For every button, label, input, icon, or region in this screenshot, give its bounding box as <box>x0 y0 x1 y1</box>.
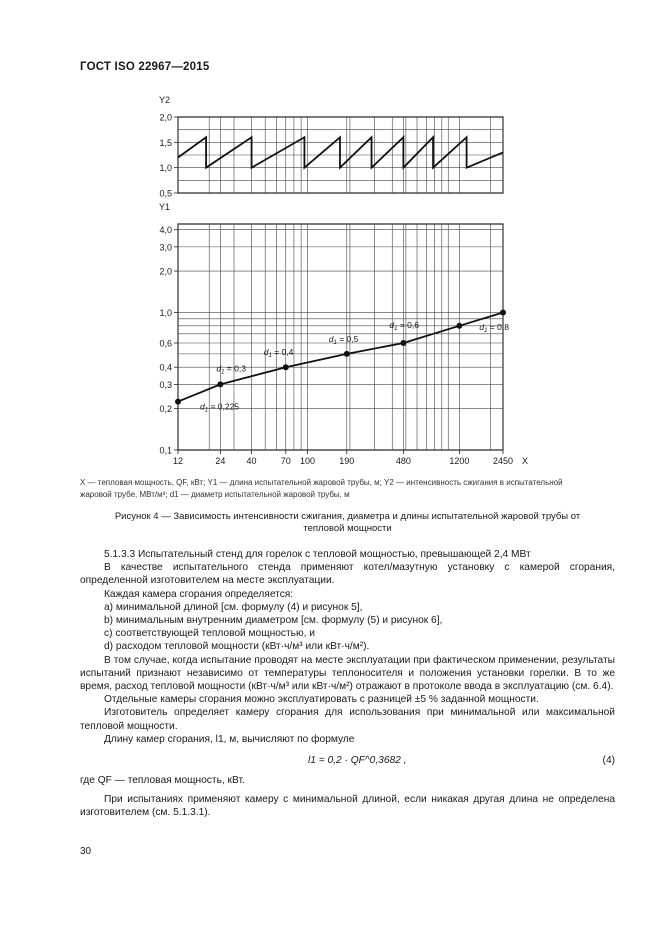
paragraph: Изготовитель определяет камеру сгорания для использования при минимальной или максимальной тепловой мощности. <box>80 707 615 732</box>
data-point <box>175 399 181 405</box>
top-ytick-label: 0,5 <box>159 188 172 199</box>
body-text <box>80 548 615 820</box>
bottom-ytick-label: 0,1 <box>159 445 172 456</box>
paragraph: Длину камер сгорания, l1, м, вычисляют по формуле <box>104 733 355 745</box>
top-axis-label: Y2 <box>158 95 170 105</box>
document-header: ГОСТ ISO 22967—2015 <box>80 61 210 73</box>
bottom-ytick-label: 2,0 <box>159 266 172 277</box>
legend-line-2: жаровой трубе, МВт/м³; d1 — диаметр испытательной жаровой трубы, м <box>80 490 350 499</box>
xtick-label: 100 <box>300 456 316 466</box>
diameter-annotation: $d_1 = 0,3$ <box>216 363 246 376</box>
top-ytick-label: 1,5 <box>159 137 172 148</box>
diameter-annotation: $d_1 = 0,225$ <box>200 401 240 414</box>
equation-number: (4) <box>602 755 615 767</box>
list-item: d) расходом тепловой мощности (кВт·ч/м³ или кВт·ч/м²). <box>104 641 370 653</box>
list-item: c) соответствующей тепловой мощностью, и <box>104 628 315 640</box>
formula-row <box>80 750 615 774</box>
bottom-axis-label: Y1 <box>158 202 170 212</box>
figure-legend <box>80 477 615 501</box>
x-axis-label: X <box>521 456 529 466</box>
diameter-annotation: $d_1 = 0,4$ <box>263 347 294 360</box>
paragraph: где QF — тепловая мощность, кВт. <box>80 775 245 787</box>
figure-caption <box>80 511 615 535</box>
diameter-annotation: $d_1 = 0,6$ <box>389 319 419 332</box>
paragraph: Каждая камера сгорания определяется: <box>104 588 294 600</box>
bottom-ytick-label: 0,6 <box>159 338 172 349</box>
xtick-label: 480 <box>395 456 411 466</box>
bottom-ytick-label: 0,2 <box>159 404 172 415</box>
xtick-label: 40 <box>246 456 257 466</box>
legend-line-1: X — тепловая мощность, QF, кВт; Y1 — длина испытательной жаровой трубы, м; Y2 — интенсивность сжигания в испытательной <box>80 478 563 487</box>
bottom-ytick-label: 0,4 <box>159 362 172 373</box>
data-point <box>283 364 289 370</box>
top-ytick-label: 1,0 <box>159 163 172 174</box>
list-item: b) минимальным внутренним диаметром [см. формулу (5) и рисунок 6], <box>104 615 443 627</box>
bottom-ytick-label: 3,0 <box>159 242 172 253</box>
data-point <box>456 323 462 329</box>
xtick-label: 70 <box>280 456 291 466</box>
diameter-annotation: $d_1 = 0,5$ <box>328 333 359 346</box>
xtick-label: 1200 <box>449 456 470 466</box>
data-point <box>400 340 406 346</box>
xtick-label: 12 <box>172 456 184 466</box>
bottom-ytick-label: 0,3 <box>159 379 172 390</box>
top-ytick-label: 2,0 <box>159 112 172 123</box>
data-point <box>500 309 506 315</box>
data-point <box>344 351 350 357</box>
page-number: 30 <box>80 846 92 857</box>
data-point <box>217 381 223 387</box>
caption-line-1: Рисунок 4 — Зависимость интенсивности сжигания, диаметра и длины испытательной жаровой трубы от <box>114 511 581 522</box>
formula: l1 = 0,2 · QF^0,3682 , <box>308 755 407 767</box>
xtick-label: 190 <box>339 456 355 466</box>
paragraph: При испытаниях применяют камеру с минимальной длиной, если никакая другая длина не определена изготовителем (см. 5.1.3.1). <box>80 794 615 819</box>
list-item: a) минимальной длиной [см. формулу (4) и рисунок 5], <box>104 601 363 613</box>
paragraph: В качестве испытательного стенда применяют котел/мазутную установку с камерой сгорания, определенной изготовителем на месте эксплуатации. <box>80 562 615 587</box>
bottom-ytick-label: 1,0 <box>159 307 172 318</box>
paragraph: В том случае, когда испытание проводят на месте эксплуатации при фактическом применении, результаты испытаний признают независимо от температуры теплоносителя и положения установки горелки. В то же время, расход тепловой мощности (кВт·ч/м³ или кВт·ч/м²) отражают в протоколе ввода в эксплуатацию (см. 6.4). <box>80 654 615 693</box>
paragraph: Отдельные камеры сгорания можно эксплуатировать с разницей ±5 % заданной мощности. <box>104 694 539 706</box>
xtick-label: 24 <box>215 456 226 466</box>
bottom-ytick-label: 4,0 <box>159 225 172 236</box>
caption-line-2: тепловой мощности <box>303 523 392 534</box>
diameter-annotation: $d_1 = 0,8$ <box>479 321 509 334</box>
section-heading: 5.1.3.3 Испытательный стенд для горелок с тепловой мощностью, превышающей 2,4 МВт <box>104 549 531 560</box>
burn-intensity-line <box>178 137 503 167</box>
xtick-label: 2450 <box>492 456 514 466</box>
